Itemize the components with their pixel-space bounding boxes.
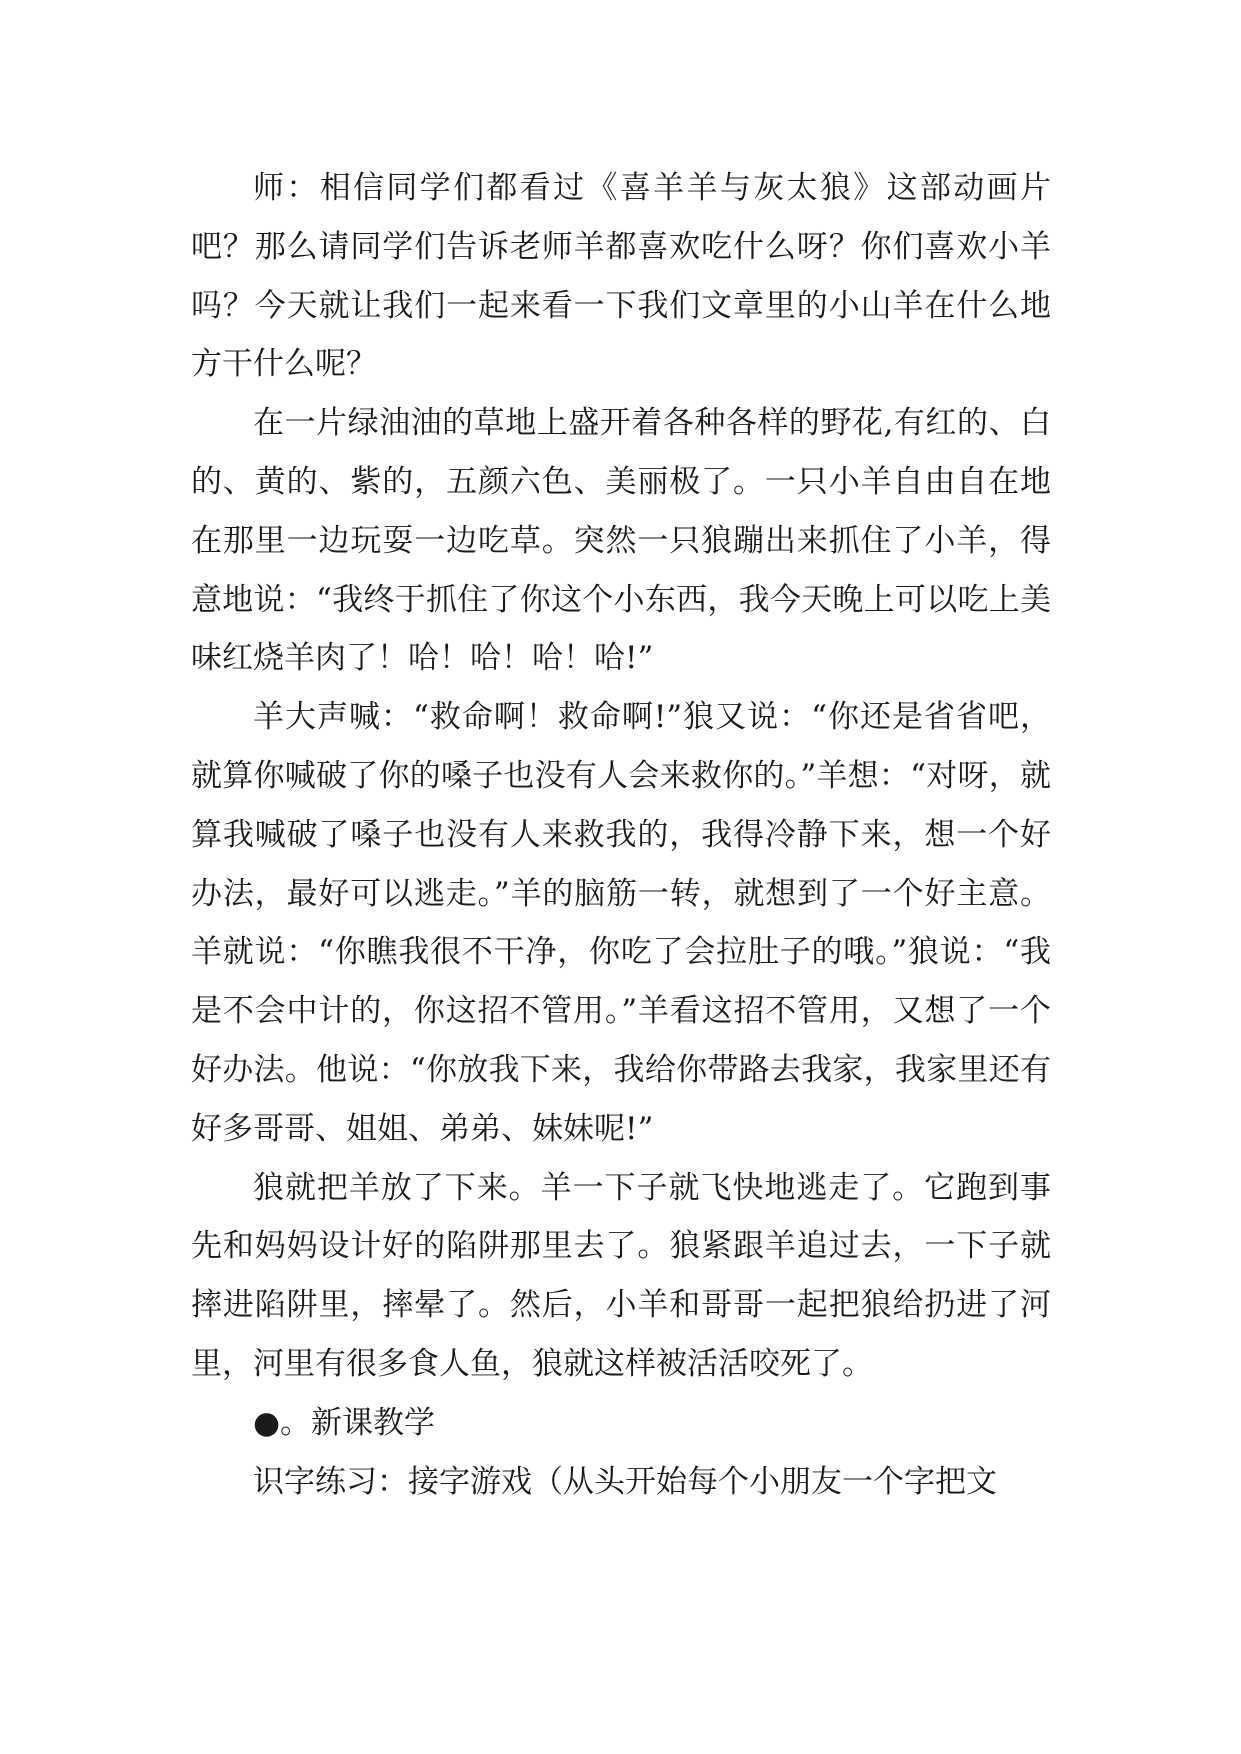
paragraph-intro: 师：相信同学们都看过《喜羊羊与灰太狼》这部动画片吧？那么请同学们告诉老师羊都喜欢吃什么呀？你们喜欢小羊吗？今天就让我们一起来看一下我们文章里的小山羊在什么地方干什么呢？ (191, 170, 1051, 383)
paragraph-story-dialogue: 羊大声喊：“救命啊！救命啊!”狼又说：“你还是省省吧，就算你喊破了你的嗓子也没有人会来救你的。”羊想：“对呀，就算我喊破了嗓子也没有人来救我的，我得冷静下来，想一个好办法，最好可以逃走。”羊的脑筋一转，就想到了一个好主意。羊就说：“你瞧我很不干净，你吃了会拉肚子的哦。”狼说：“我是不会中计的，你这招不管用。”羊看这招不管用，又想了一个好办法。他说：“你放我下来，我给你带路去我家，我家里还有好多哥哥、姐姐、弟弟、妹妹呢!” (191, 699, 1051, 1147)
paragraph-literacy-practice: 识字练习：接字游戏（从头开始每个小朋友一个字把文 (253, 1463, 997, 1500)
document-body (191, 159, 1051, 1511)
paragraph-story-ending: 狼就把羊放了下来。羊一下子就飞快地逃走了。它跑到事先和妈妈设计好的陷阱那里去了。狼紧跟羊追过去，一下子就摔进陷阱里，摔晕了。然后，小羊和哥哥一起把狼给扔进了河里，河里有很多食人鱼，狼就这样被活活咬死了。 (191, 1169, 1051, 1382)
paragraph-story-meadow: 在一片绿油油的草地上盛开着各种各样的野花,有红的、白的、黄的、紫的，五颜六色、美丽极了。一只小羊自由自在地在那里一边玩耍一边吃草。突然一只狼蹦出来抓住了小羊，得意地说：“我终于抓住了你这个小东西，我今天晚上可以吃上美味红烧羊肉了！哈！哈！哈！哈!” (191, 405, 1051, 677)
section-heading-new-lesson: ●。新课教学 (253, 1404, 436, 1441)
